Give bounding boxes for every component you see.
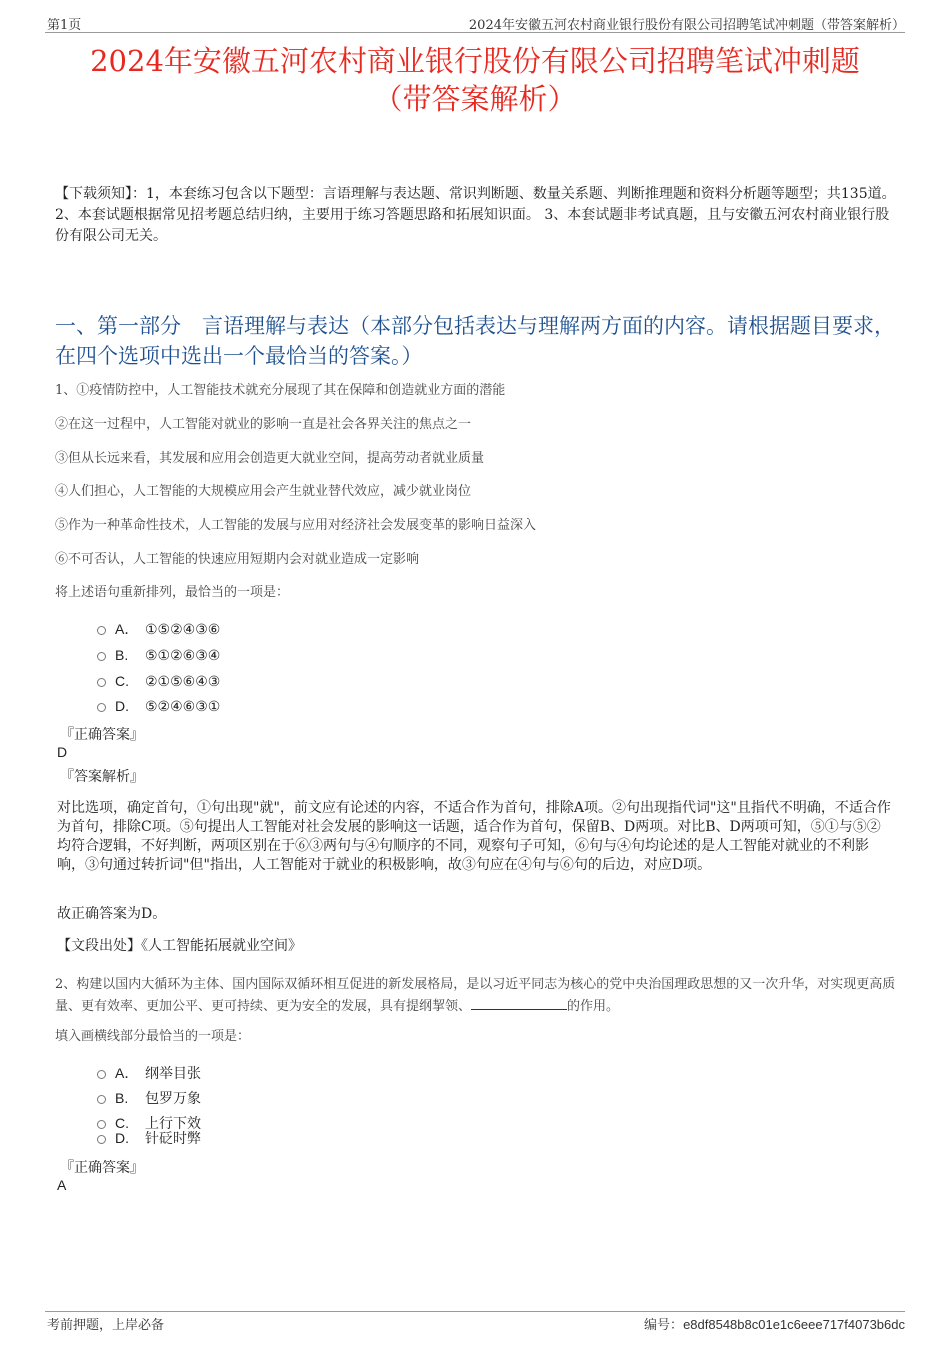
document-title-line2: （带答案解析） (373, 82, 577, 116)
q1-option-a[interactable]: A． ①⑤②④③⑥ (97, 619, 220, 639)
q1-conclusion: 故正确答案为D。 (57, 906, 167, 922)
q1-line-5: ⑤作为一种革命性技术，人工智能的发展与应用对经济社会发展变革的影响日益深入 (55, 518, 537, 533)
q1-line-1: 1、①疫情防控中，人工智能技术就充分展现了其在保障和创造就业方面的潜能 (55, 383, 506, 398)
footer-slogan: 考前押题，上岸必备 (47, 1318, 165, 1333)
header-divider (45, 32, 905, 33)
q1-prompt: 将上述语句重新排列，最恰当的一项是： (55, 585, 290, 600)
q2-answer-label: 『正确答案』 (60, 1160, 144, 1176)
q2-option-a[interactable]: A． 纲举目张 (97, 1063, 201, 1083)
q1-option-b[interactable]: B. ⑤①②⑥③④ (97, 645, 220, 665)
radio-icon[interactable] (97, 703, 106, 712)
radio-icon[interactable] (97, 652, 106, 661)
document-title (0, 42, 950, 118)
q2-option-c[interactable]: C. 上行下效 (97, 1113, 201, 1133)
radio-icon[interactable] (97, 678, 106, 687)
answer-blank (471, 997, 567, 1010)
page-number: 第1页 (47, 18, 82, 33)
document-title-line1: 2024年安徽五河农村商业银行股份有限公司招聘笔试冲刺题 (90, 44, 860, 78)
q1-analysis-label: 『答案解析』 (60, 769, 144, 785)
section-heading: 一、第一部分 言语理解与表达（本部分包括表达与理解两方面的内容。请根据题目要求，在四个选项中选出一个最恰当的答案。） (55, 314, 895, 368)
q1-line-6: ⑥不可否认，人工智能的快速应用短期内会对就业造成一定影响 (55, 552, 420, 567)
radio-icon[interactable] (97, 1070, 106, 1079)
radio-icon[interactable] (97, 1095, 106, 1104)
download-notice: 【下载须知】：1，本套练习包含以下题型：言语理解与表达题、常识判断题、数量关系题、判断推理题和资料分析题等题型；共135道。 2、本套试题根据常见招考题总结归纳，主要用于练习答题思路和拓展知识面。 3、本套试题非考试真题，且与安徽五河农村商业银行股份有限公司无关。 (55, 186, 896, 244)
q2-answer: A (57, 1177, 67, 1193)
q1-answer-label: 『正确答案』 (60, 727, 144, 743)
q1-answer: D (57, 744, 68, 760)
q1-analysis: 对比选项，确定首句，①句出现"就"，前文应有论述的内容，不适合作为首句，排除A项。②句出现指代词"这"且指代不明确，不适合作为首句，排除C项。⑤句提出人工智能对社会发展的影响这一话题，适合作为首句，保留B、D两项。对比B、D两项可知，⑤①与⑤②均符合逻辑，不好判断，两项区别在于⑥③两句与④句顺序的不同，观察句子可知，⑥句与④句均论述的是人工智能对就业的不利影响，③句通过转折词"但"指出，人工智能对于就业的积极影响，故③句应在④句与⑥句的后边，对应D项。 (57, 800, 891, 873)
q2-option-b[interactable]: B. 包罗万象 (97, 1088, 201, 1108)
header-doc-title: 2024年安徽五河农村商业银行股份有限公司招聘笔试冲刺题（带答案解析） (468, 18, 905, 33)
radio-icon[interactable] (97, 626, 106, 635)
footer-code: 编号：e8df8548b8c01e1c6eee717f4073b6dc (644, 1317, 905, 1333)
q1-option-c[interactable]: C. ②①⑤⑥④③ (97, 671, 220, 691)
q1-source: 【文段出处】《人工智能拓展就业空间》 (57, 938, 302, 954)
q2-stem: 2、构建以国内大循环为主体、国内国际双循环相互促进的新发展格局，是以习近平同志为核心的党中央治国理政思想的又一次升华，对实现更高质量、更有效率、更加公平、更可持续、更为安全的发展，具有提纲挈领、 的作用。 (55, 977, 896, 1014)
radio-icon[interactable] (97, 1135, 106, 1144)
footer-divider (45, 1311, 905, 1312)
q1-line-2: ②在这一过程中，人工智能对就业的影响一直是社会各界关注的焦点之一 (55, 417, 472, 432)
q1-line-4: ④人们担心，人工智能的大规模应用会产生就业替代效应，减少就业岗位 (55, 484, 472, 499)
q1-option-d[interactable]: D. ⑤②④⑥③① (97, 696, 220, 716)
q1-line-3: ③但从长远来看，其发展和应用会创造更大就业空间，提高劳动者就业质量 (55, 451, 485, 466)
q2-prompt: 填入画横线部分最恰当的一项是： (55, 1029, 251, 1044)
q2-option-d[interactable]: D. 针砭时弊 (97, 1128, 201, 1148)
